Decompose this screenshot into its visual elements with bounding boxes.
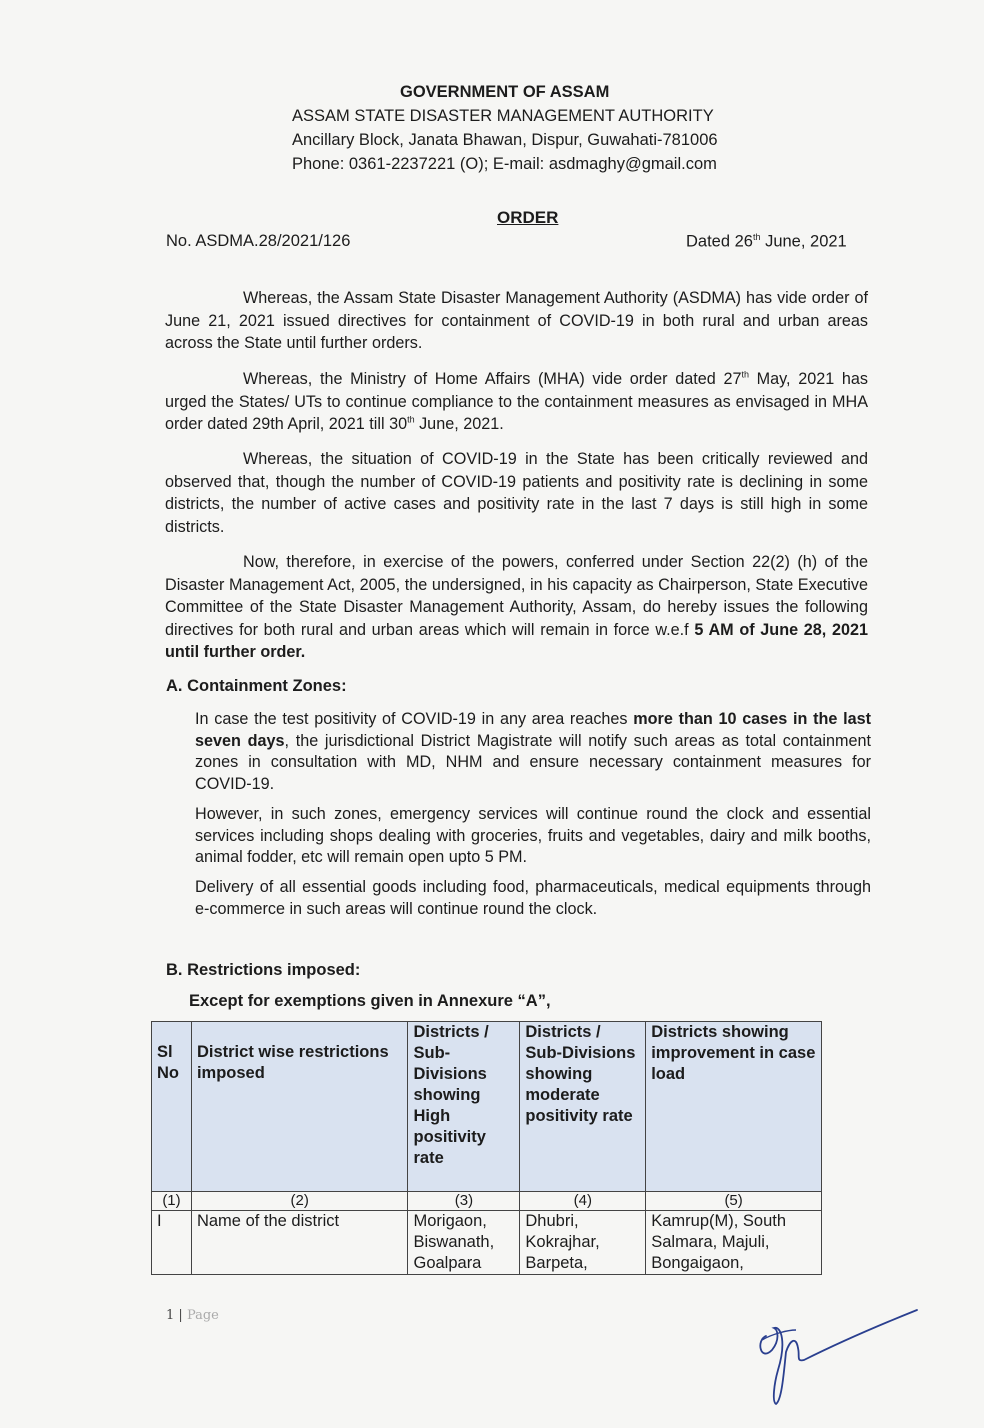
col-number: (5) — [646, 1192, 822, 1211]
table-cell: Dhubri, Kokrajhar, Barpeta, — [520, 1211, 646, 1275]
section-a-para-2: However, in such zones, emergency services will continue round the clock and essential services including shops dealing with groceries, fruits and vegetables, dairy and milk booths, animal fodder, etc will remain open upto 5 PM. — [195, 805, 871, 866]
column-number-row — [152, 1192, 822, 1211]
col-number: (1) — [152, 1192, 192, 1211]
paragraph-4 — [165, 551, 868, 664]
letterhead — [280, 80, 800, 176]
paragraph-3 — [165, 448, 868, 538]
table-cell: Morigaon, Biswanath, Goalpara — [408, 1211, 520, 1275]
p2-sup1: th — [741, 369, 749, 380]
section-a-para-3: Delivery of all essential goods including food, pharmaceuticals, medical equipments through e-commerce in such areas will continue round the clock. — [195, 878, 871, 918]
date-sup: th — [752, 232, 761, 242]
s1-b: , the jurisdictional District Magistrate will notify such areas as total containment zones in consultation with MD, NHM and ensure necessary containment measures for COVID-19. — [195, 731, 871, 793]
date-suffix: June, 2021 — [760, 232, 847, 251]
table-cell: Kamrup(M), South Salmara, Majuli, Bongaigaon, — [646, 1211, 822, 1275]
section-a-para-1 — [195, 709, 871, 795]
table-header-row — [152, 1022, 822, 1192]
table-row — [152, 1211, 822, 1275]
p2-sup2: th — [407, 414, 415, 425]
section-a-title: A. Containment Zones: — [166, 677, 347, 695]
date-prefix: Dated 26 — [686, 232, 753, 251]
header-cell: District wise restrictions imposed — [191, 1022, 408, 1192]
section-b-subtitle: Except for exemptions given in Annexure “A”, — [189, 992, 551, 1010]
col-number: (3) — [408, 1192, 520, 1211]
table-cell: Name of the district — [191, 1211, 408, 1275]
p2-c: June, 2021. — [414, 415, 504, 433]
p4-bold: 5 AM of June 28, 2021 until further order. — [165, 620, 868, 661]
header-cell: Districts / Sub-Divisions showing moderate positivity rate — [520, 1022, 646, 1192]
p4-a: Now, therefore, in exercise of the powers, conferred under Section 22(2) (h) of the Disaster Management Act, 2005, the undersigned, in his capacity as Chairperson, State Executive Committee of the State Disaster Management Authority, Assam, do hereby issues the following directives for both rural and urban areas which will remain in force w.e.f — [165, 553, 868, 639]
page-label: Page — [186, 1308, 219, 1323]
signature — [752, 1300, 922, 1410]
page-footer: 1 | Page — [166, 1308, 219, 1323]
contact-info: Phone: 0361-2237221 (O); E-mail: asdmaghy@gmail.com — [292, 155, 717, 173]
col-number: (2) — [191, 1192, 408, 1211]
paragraph-1 — [165, 287, 868, 355]
government-title: GOVERNMENT OF ASSAM — [400, 83, 610, 101]
header-cell: Districts showing improvement in case load — [646, 1022, 822, 1192]
p2-b: May, 2021 has urged the States/ UTs to continue compliance to the containment measures as envisaged in MHA order dated 29th April, 2021 till 30 — [165, 370, 868, 433]
order-title: ORDER — [497, 208, 559, 227]
section-b-title: B. Restrictions imposed: — [166, 961, 361, 979]
authority-name: ASSAM STATE DISASTER MANAGEMENT AUTHORITY — [292, 107, 714, 125]
restrictions-table — [151, 1021, 822, 1275]
s1-a: In case the test positivity of COVID-19 in any area reaches — [195, 710, 634, 728]
header-cell: Sl No — [152, 1022, 192, 1192]
s1-bold: more than 10 cases in the last seven days — [195, 710, 871, 750]
reference-number: No. ASDMA.28/2021/126 — [166, 232, 351, 250]
paragraph-1-text: Whereas, the Assam State Disaster Management Authority (ASDMA) has vide order of June 21, 2021 issued directives for containment of COVID-19 in both rural and urban areas across the State until further orders. — [165, 289, 868, 352]
paragraph-3-text: Whereas, the situation of COVID-19 in the State has been critically reviewed and observed that, though the number of COVID-19 patients and positivity rate is declining in some districts, the number of active cases and positivity rate in the last 7 days is still high in some districts. — [165, 450, 868, 536]
address: Ancillary Block, Janata Bhawan, Dispur, Guwahati-781006 — [292, 131, 718, 149]
p2-a: Whereas, the Ministry of Home Affairs (MHA) vide order dated 27 — [243, 370, 742, 388]
header-cell: Districts / Sub-Divisions showing High positivity rate — [408, 1022, 520, 1192]
col-number: (4) — [520, 1192, 646, 1211]
table-cell: I — [152, 1211, 192, 1275]
order-date — [686, 232, 847, 252]
page-number: 1 — [166, 1308, 175, 1323]
paragraph-2 — [165, 368, 868, 436]
